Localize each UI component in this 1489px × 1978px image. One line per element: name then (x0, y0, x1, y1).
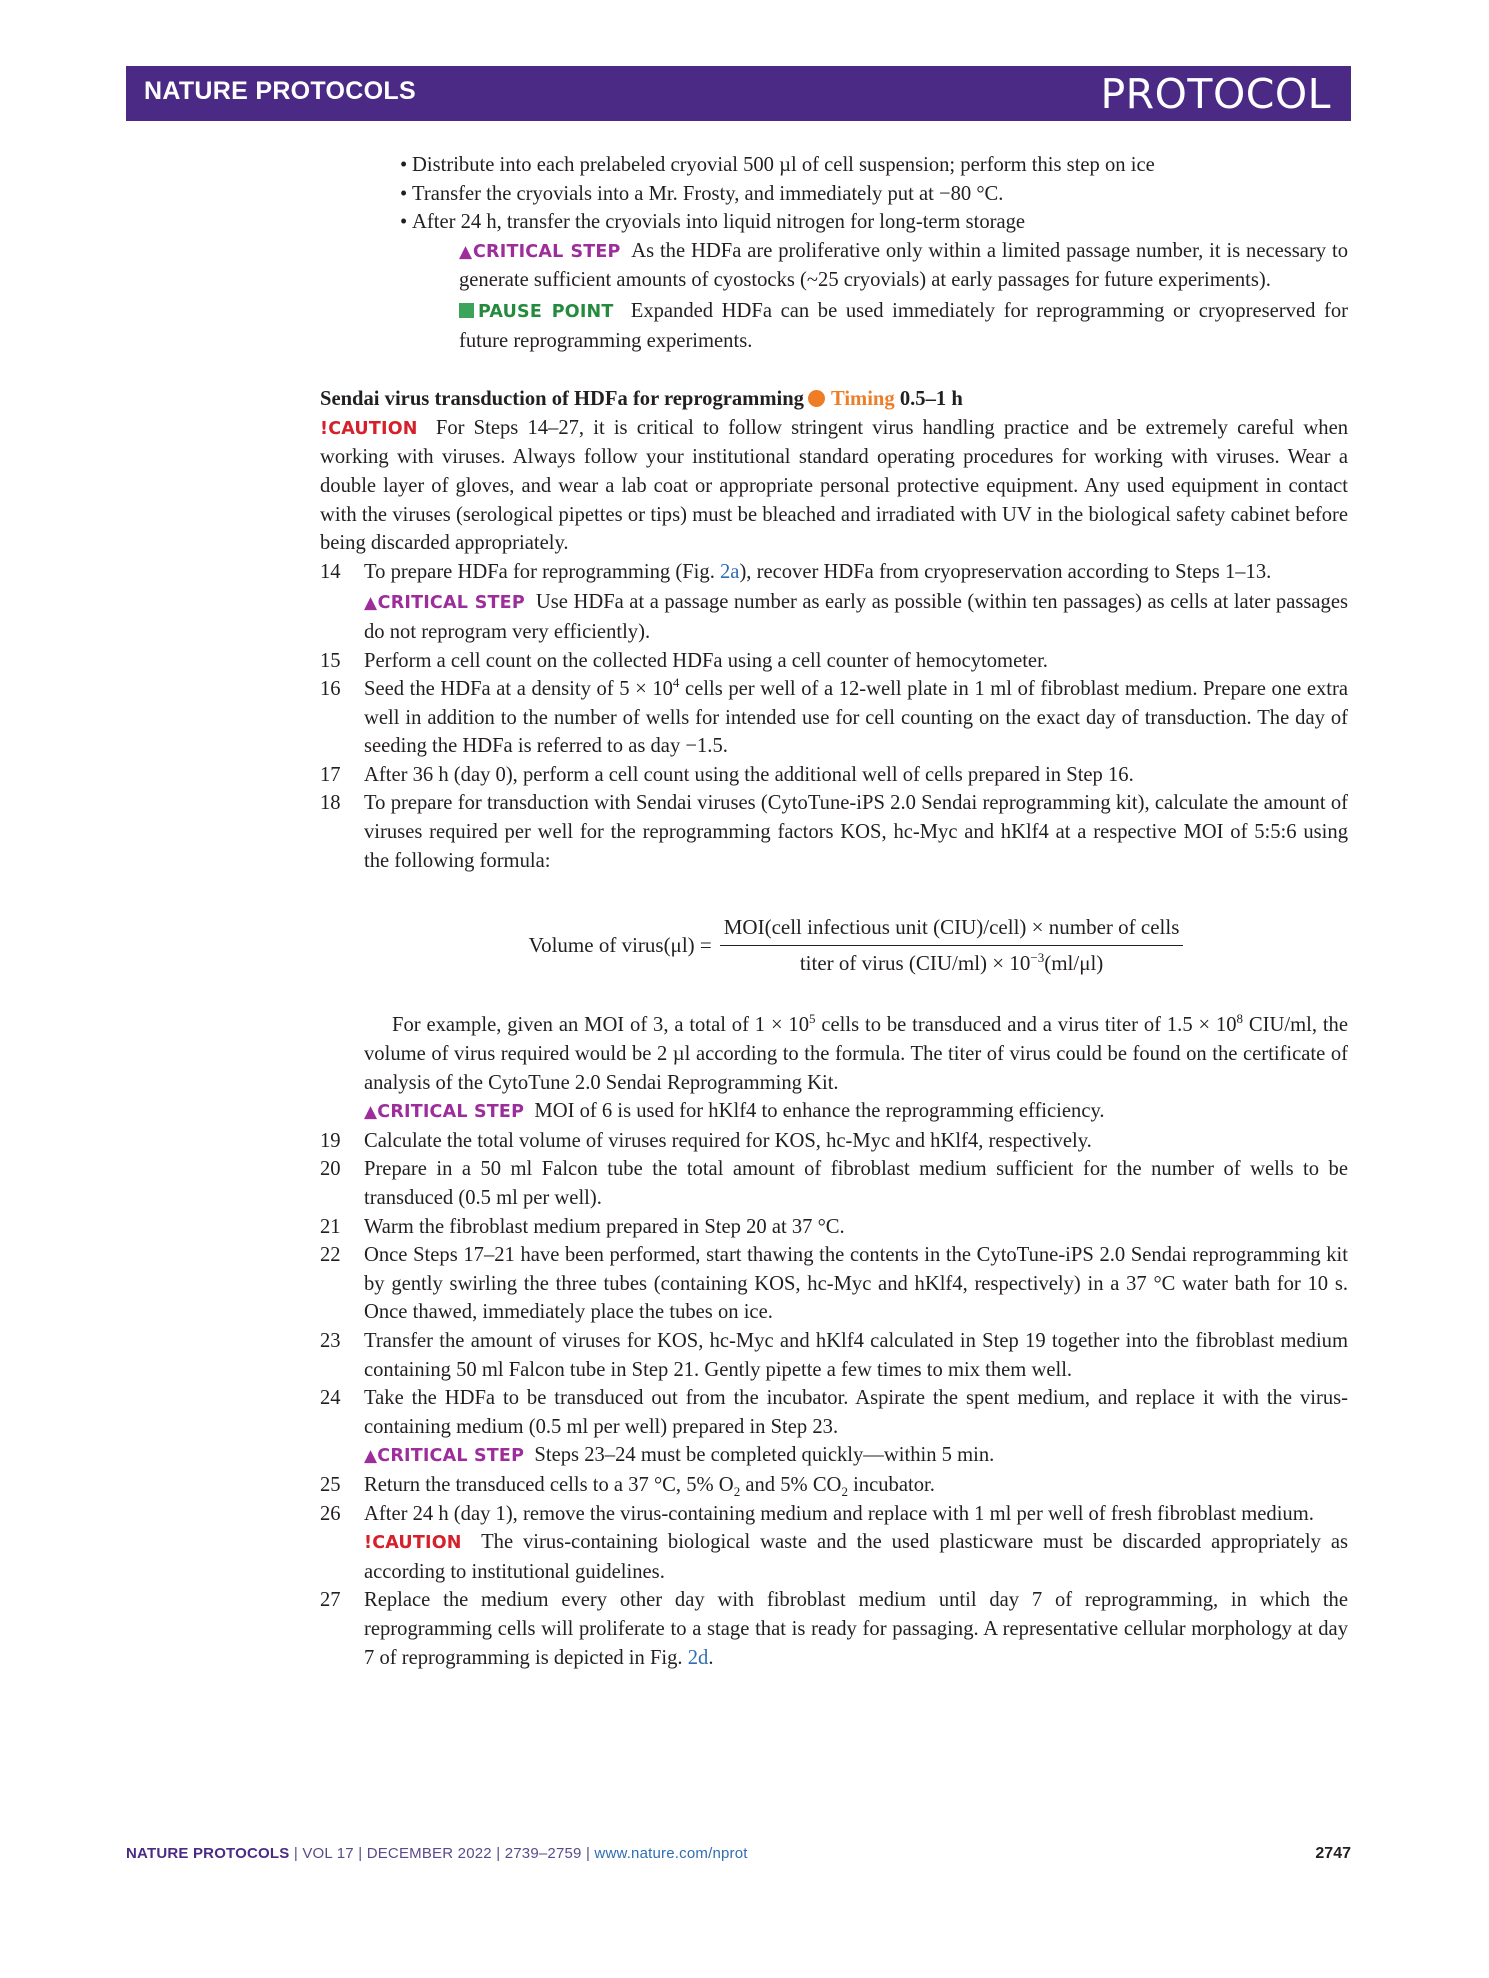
example-paragraph: For example, given an MOI of 3, a total of $1 \times 10^5$ cells to be transduced and a virus titer of $1.5 \times 10^8$ CIU/ml, the volume of virus required would be 2 µl according to the formula. The titer of virus could be found on the certificate of analysis of the CytoTune 2.0 Sendai Reprogramming Kit. (364, 1011, 1348, 1094)
critical-step-label: ▲CRITICAL STEP (364, 593, 525, 614)
step-22: 22 Once Steps 17–21 have been performed, start thawing the contents in the CytoTune-iPS 2.0 Sendai reprogramming kit by gently swirling the three tubes (containing KOS, hc-Myc and hKlf4, respectively) in a 37 °C water bath for 10 s. Once thawed, immediately place the tubes on ice. (320, 1244, 1348, 1324)
timing-dot-icon (808, 390, 825, 407)
step-24: 24 Take the HDFa to be transduced out from the incubator. Aspirate the spent medium, and replace it with the virus-containing medium (0.5 ml per well) prepared in Step 23. (320, 1387, 1348, 1438)
step-27: 27 Replace the medium every other day with fibroblast medium until day 7 of reprogramming, in which the reprogramming cells will proliferate to a stage that is ready for passaging. A representative cellular morphology at day 7 of reprogramming is depicted in Fig. 2d. (320, 1589, 1348, 1669)
bullet-dot-icon: • (400, 154, 408, 176)
step-19: 19 Calculate the total volume of viruses required for KOS, hc-Myc and hKlf4, respectively. (320, 1129, 1092, 1152)
section-block (320, 385, 1348, 1672)
figure-link[interactable]: 2a (720, 560, 740, 583)
bullet-item: • After 24 h, transfer the cryovials into liquid nitrogen for long-term storage (400, 208, 1348, 237)
critical-step-label: ▲CRITICAL STEP (459, 241, 621, 262)
steps-list (320, 558, 1348, 1672)
figure-link[interactable]: 2d (687, 1646, 709, 1669)
critical-step-label: ▲CRITICAL STEP (364, 1102, 525, 1123)
article-type: PROTOCOL (1100, 70, 1331, 118)
critical-step-note: ▲CRITICAL STEP MOI of 6 is used for hKlf4 to enhance the reprogramming efficiency. (364, 1100, 1105, 1123)
step-25: 25 Return the transduced cells to a 37 °C, 5% $O_2$ and 5% $CO_2$ incubator. (320, 1473, 935, 1500)
step-20: 20 Prepare in a 50 ml Falcon tube the total amount of fibroblast medium sufficient for the number of wells to be transduced (0.5 ml per well). (320, 1158, 1348, 1209)
page-content (320, 151, 1349, 1672)
formula-lhs: Volume of virus(μl) = (528, 933, 712, 958)
square-icon (459, 303, 474, 318)
triangle-icon: ▲ (364, 1102, 378, 1123)
bullet-item: • Distribute into each prelabeled cryovial 500 µl of cell suspension; perform this step on ice (400, 151, 1348, 180)
caution-note: !CAUTION The virus-containing biological waste and the used plasticware must be discarded appropriately as according to institutional guidelines. (364, 1531, 1348, 1583)
bullet-item: • Transfer the cryovials into a Mr. Frosty, and immediately put at −80 °C. (400, 180, 1348, 209)
step-16: 16 Seed the HDFa at a density of $5 \times 10^4$ cells per well of a 12-well plate in 1 ml of fibroblast medium. Prepare one extra well in addition to the number of wells for intended use for cell counting on the exact day of transduction. The day of seeding the HDFa is referred to as day −1.5. (320, 675, 1348, 758)
footer-citation: NATURE PROTOCOLS | VOL 17 | DECEMBER 2022 | 2739–2759 | www.nature.com/nprot (126, 1845, 748, 1862)
virus-volume-formula (364, 913, 1348, 977)
bullet-dot-icon: • (400, 182, 408, 205)
journal-url-link[interactable]: www.nature.com/nprot (594, 1845, 748, 1862)
journal-name: NATURE PROTOCOLS (144, 77, 416, 105)
critical-step-note: ▲CRITICAL STEP As the HDFa are proliferative only within a limited passage number, it is necessary to generate sufficient amounts of cyostocks (~25 cryovials) at early passages for future experiments). (459, 239, 1348, 292)
caution-label: !CAUTION (320, 418, 418, 439)
triangle-icon: ▲ (364, 1446, 378, 1467)
step-21: 21 Warm the fibroblast medium prepared in Step 20 at 37 °C. (320, 1215, 845, 1238)
page-number: 2747 (1315, 1845, 1351, 1862)
pause-point-note: PAUSE POINT Expanded HDFa can be used immediately for reprogramming or cryopreserved for future reprogramming experiments. (459, 299, 1348, 352)
page-header (126, 66, 1351, 121)
pause-point-label: PAUSE POINT (459, 302, 614, 322)
step-26: 26 After 24 h (day 1), remove the virus-containing medium and replace with 1 ml per well of fresh fibroblast medium. (320, 1502, 1314, 1525)
step-18: 18 To prepare for transduction with Sendai viruses (CytoTune-iPS 2.0 Sendai reprogramming kit), calculate the amount of viruses required per well for the reprogramming factors KOS, hc-Myc and hKlf4 at a respective MOI of 5:5:6 using the following formula: (320, 792, 1348, 872)
section-heading: Sendai virus transduction of HDFa for reprogramming Timing 0.5–1 h (320, 388, 963, 411)
step-17: 17 After 36 h (day 0), perform a cell count using the additional well of cells prepared in Step 16. (320, 763, 1134, 786)
critical-step-label: ▲CRITICAL STEP (364, 1446, 525, 1467)
caution-note: !CAUTION For Steps 14–27, it is critical to follow stringent virus handling practice and be extremely careful when working with viruses. Always follow your institutional standard operating procedures for working with viruses. Wear a double layer of gloves, and wear a lab coat or appropriate personal protective equipment. Any used equipment in contact with the viruses (serological pipettes or tips) must be bleached and irradiated with UV in the biological safety cabinet before being discarded appropriately. (320, 416, 1349, 555)
triangle-icon: ▲ (364, 593, 378, 614)
triangle-icon: ▲ (459, 241, 474, 262)
step-23: 23 Transfer the amount of viruses for KOS, hc-Myc and hKlf4 calculated in Step 19 together into the fibroblast medium containing 50 ml Falcon tube in Step 21. Gently pipette a few times to mix them well. (320, 1329, 1348, 1381)
critical-step-note: ▲CRITICAL STEP Steps 23–24 must be completed quickly—within 5 min. (364, 1444, 995, 1467)
bullet-dot-icon: • (400, 211, 408, 234)
formula-fraction (720, 913, 1184, 977)
formula-denominator: titer of virus $(CIU/ml) \times 10^{-3}(ml/\mu l)$ (799, 949, 1104, 975)
step-14: 14 To prepare HDFa for reprogramming (Fig. 2a), recover HDFa from cryopreservation according to Steps 1–13. (320, 560, 1272, 583)
caution-label: !CAUTION (364, 1533, 462, 1554)
step-15: 15 Perform a cell count on the collected HDFa using a cell counter of hemocytometer. (320, 649, 1048, 672)
formula-numerator: MOI(cell infectious unit (CIU)/cell) × number of cells (720, 913, 1184, 946)
critical-step-note: ▲CRITICAL STEP Use HDFa at a passage number as early as possible (within ten passages) as cells at later passages do not reprogram very efficiently). (364, 591, 1348, 643)
